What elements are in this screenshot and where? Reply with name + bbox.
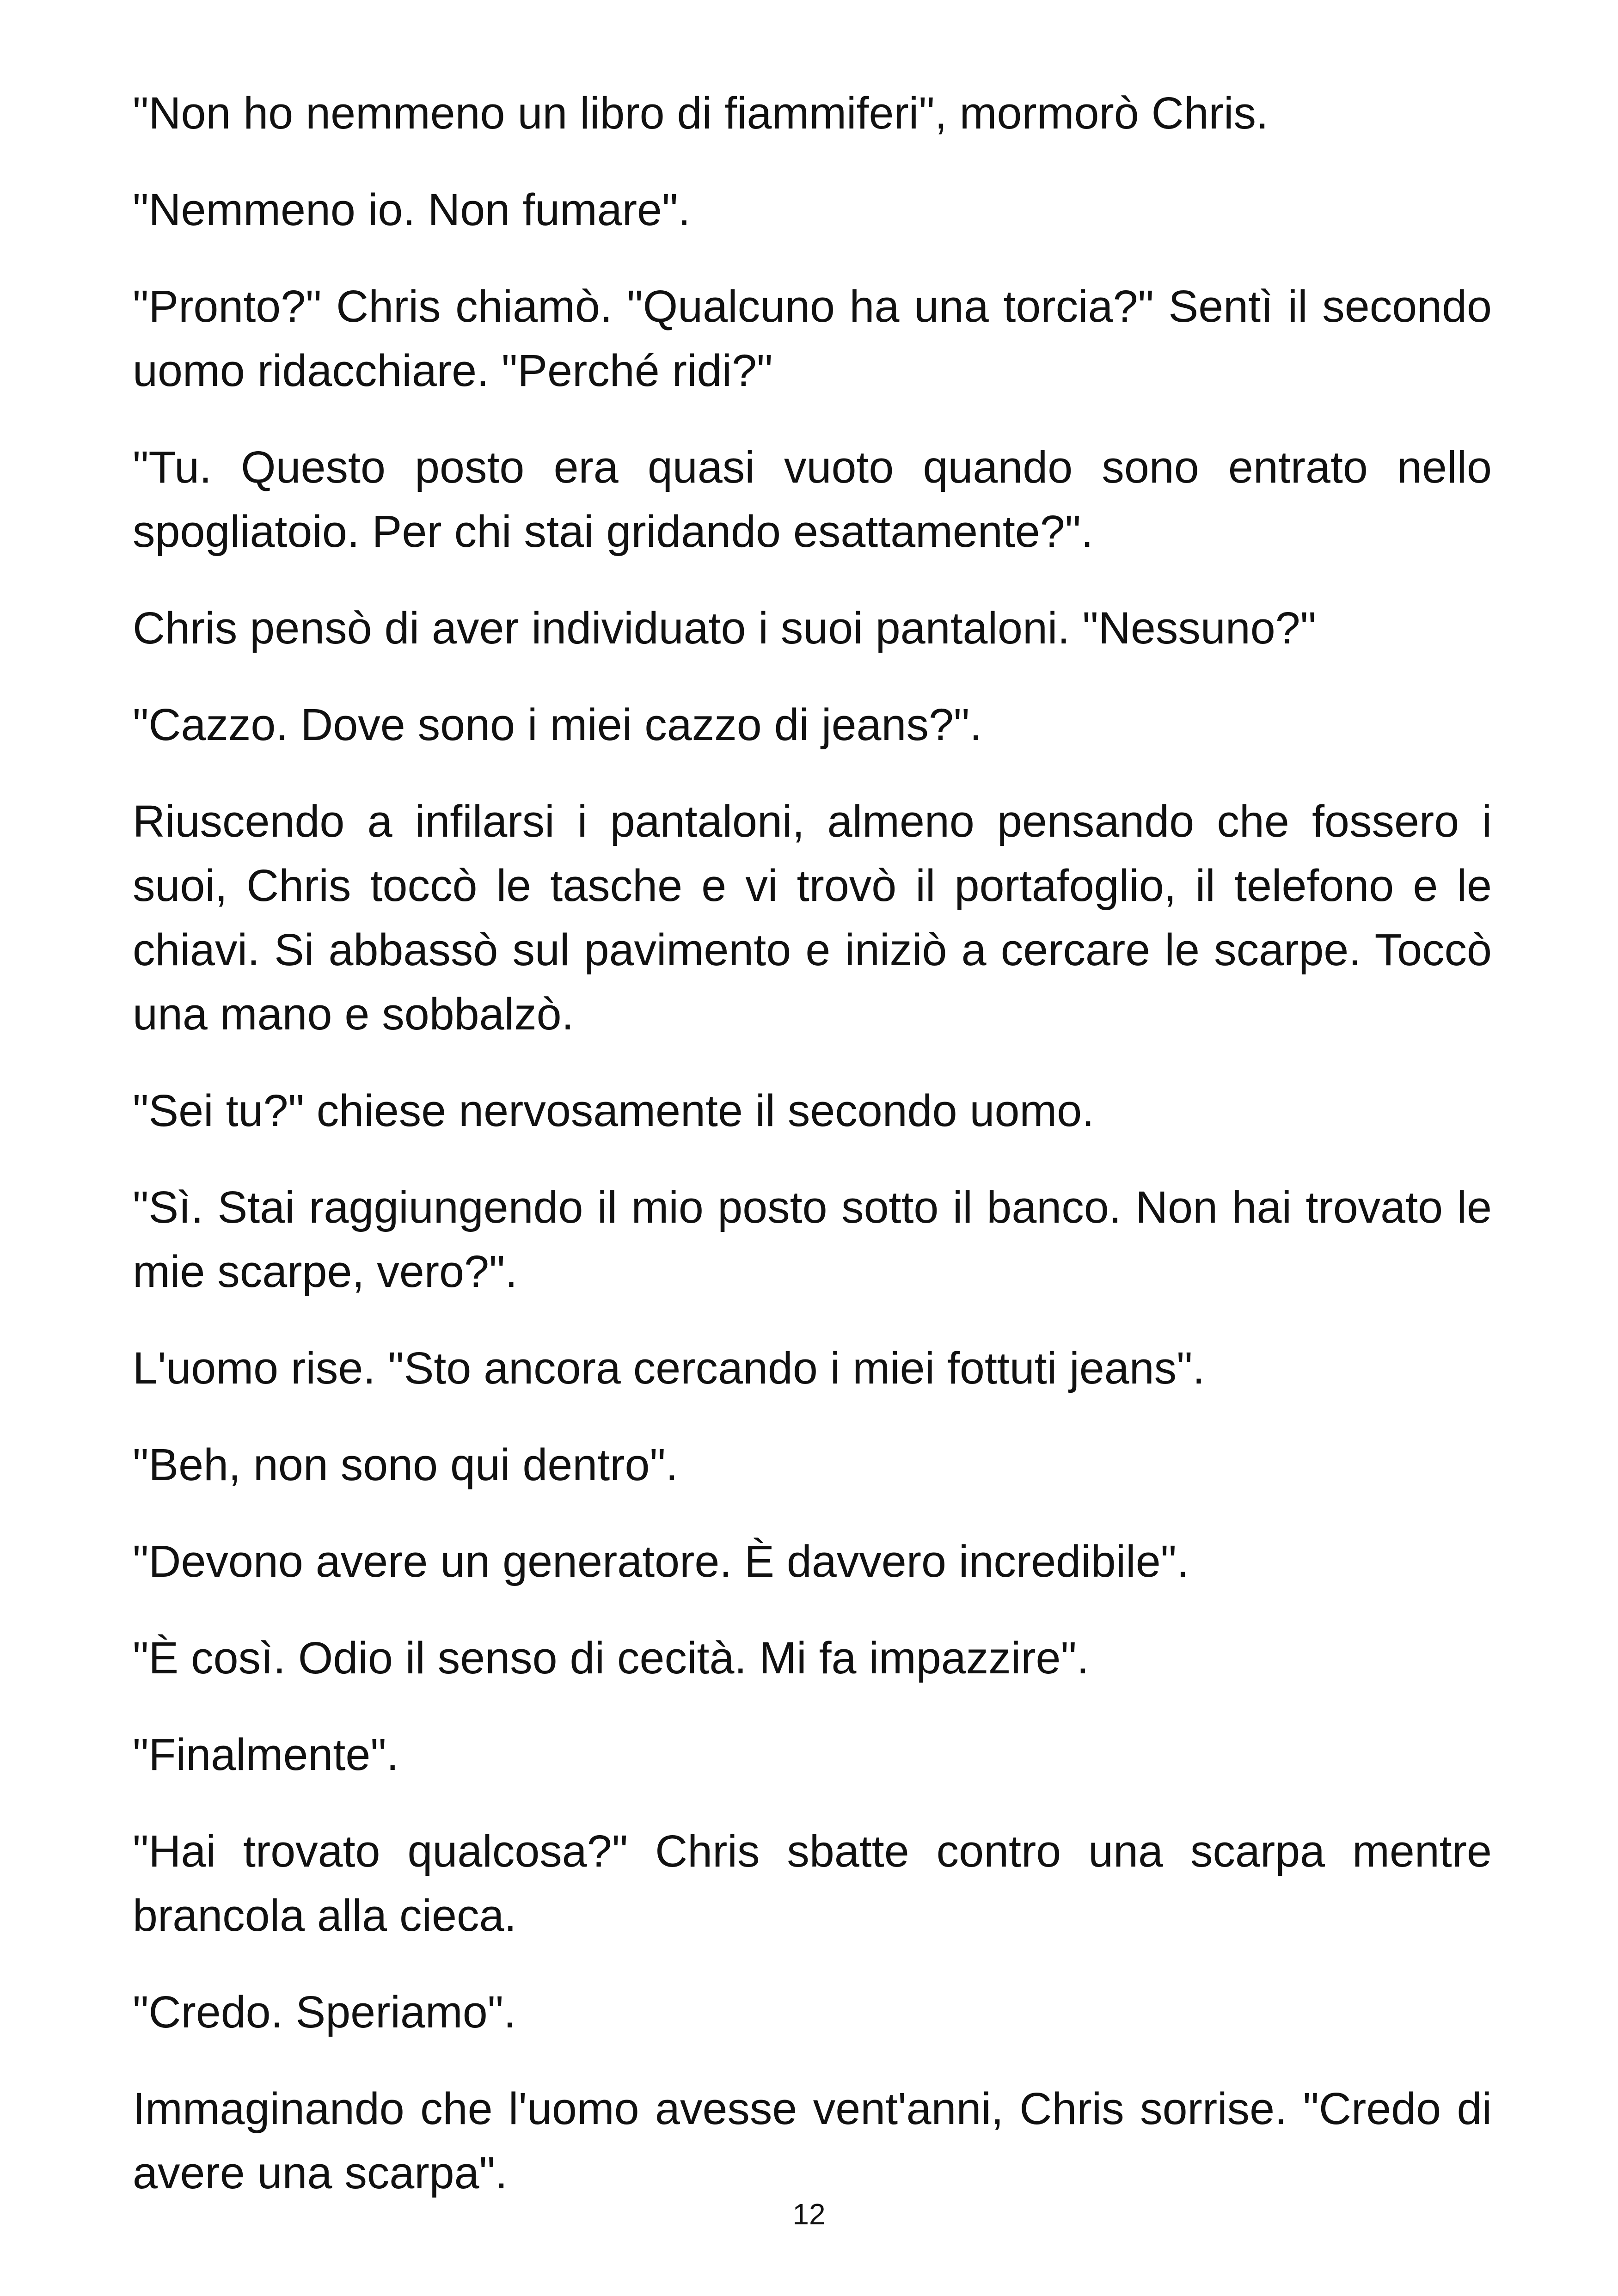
paragraph: Chris pensò di aver individuato i suoi pantaloni. "Nessuno?" <box>133 603 1317 653</box>
paragraph: "Nemmeno io. Non fumare". <box>133 184 691 235</box>
page-body <box>133 81 1492 2198</box>
paragraph: "Cazzo. Dove sono i miei cazzo di jeans?". <box>133 699 982 750</box>
page-number: 12 <box>792 2198 826 2231</box>
paragraph: "Devono avere un generatore. È davvero incredibile". <box>133 1536 1189 1586</box>
paragraph: "Credo. Speriamo". <box>133 1987 516 2037</box>
paragraph: Immaginando che l'uomo avesse vent'anni, Chris sorrise. "Credo di avere una scarpa". <box>133 2083 1492 2198</box>
paragraph: "Non ho nemmeno un libro di fiammiferi", mormorò Chris. <box>133 88 1269 138</box>
paragraph: "Sei tu?" chiese nervosamente il secondo uomo. <box>133 1085 1095 1136</box>
paragraph: "Tu. Questo posto era quasi vuoto quando sono entrato nello spogliatoio. Per chi stai gridando esattamente?". <box>133 442 1492 557</box>
paragraph: "Sì. Stai raggiungendo il mio posto sotto il banco. Non hai trovato le mie scarpe, vero?". <box>133 1182 1492 1297</box>
paragraph: "Beh, non sono qui dentro". <box>133 1439 678 1490</box>
paragraph: "Pronto?" Chris chiamò. "Qualcuno ha una torcia?" Sentì il secondo uomo ridacchiare. "Perché ridi?" <box>133 281 1492 396</box>
paragraph: "È così. Odio il senso di cecità. Mi fa impazzire". <box>133 1633 1089 1683</box>
paragraph: L'uomo rise. "Sto ancora cercando i miei fottuti jeans". <box>133 1343 1205 1393</box>
paragraph: Riuscendo a infilarsi i pantaloni, almeno pensando che fossero i suoi, Chris toccò le tasche e vi trovò il portafoglio, il telefono e le chiavi. Si abbassò sul pavimento e iniziò a cercare le scarpe. Toccò una mano e sobbalzò. <box>133 796 1492 1039</box>
paragraph: "Hai trovato qualcosa?" Chris sbatte contro una scarpa mentre brancola alla cieca. <box>133 1826 1492 1941</box>
paragraph: "Finalmente". <box>133 1729 399 1780</box>
